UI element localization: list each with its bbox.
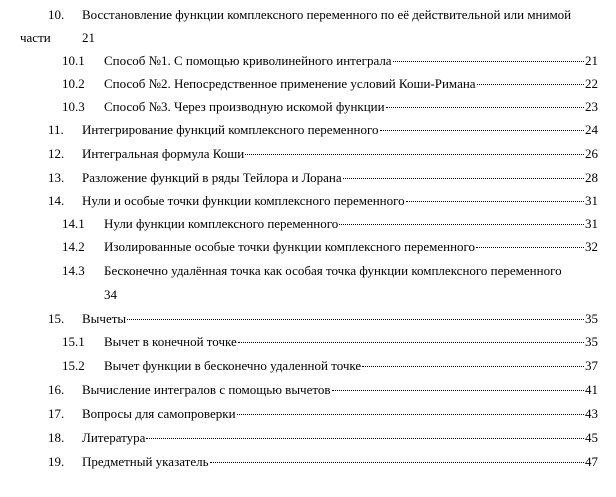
dot-leader <box>386 106 584 108</box>
toc-entry-18[interactable] <box>82 429 598 447</box>
toc-entry-text: Вычет в конечной точке <box>104 334 237 349</box>
toc-page-number: 24 <box>585 122 598 137</box>
dot-leader <box>146 437 584 439</box>
toc-entry-11[interactable] <box>82 121 598 139</box>
dot-leader <box>332 389 584 391</box>
toc-number: 10.3 <box>62 99 85 114</box>
dot-leader <box>127 318 584 320</box>
toc-entry-10-1[interactable] <box>104 52 598 70</box>
toc-entry-text: Вычет функции в бесконечно удаленной точке <box>104 358 362 373</box>
toc-page-number: 37 <box>585 358 598 373</box>
toc-entry-text: Способ №1. С помощью криволинейного интеграла <box>104 53 392 68</box>
toc-entry-13[interactable] <box>82 169 598 187</box>
toc-entry-text: Литература <box>82 430 146 445</box>
dot-leader <box>339 223 584 225</box>
toc-entry-text: Нули и особые точки функции комплексного переменного <box>82 193 405 208</box>
dot-leader <box>238 341 584 343</box>
dot-leader <box>362 365 584 367</box>
toc-page-number[interactable]: 34 <box>104 287 117 302</box>
toc-number: 15.2 <box>62 358 85 373</box>
toc-entry-17[interactable] <box>82 405 598 423</box>
toc-entry-text[interactable]: Восстановление функции комплексного переменного по её действительной или мнимой <box>82 7 572 22</box>
toc-entry-text: Нули функции комплексного переменного <box>104 216 339 231</box>
toc-page-number: 41 <box>585 382 598 397</box>
dot-leader <box>477 83 584 85</box>
toc-page-number: 23 <box>585 99 598 114</box>
toc-number: 14.1 <box>62 216 85 231</box>
toc-entry-text[interactable]: Бесконечно удалённая точка как особая точка функции комплексного переменного <box>104 263 562 278</box>
toc-number: 11. <box>48 122 64 137</box>
toc-number: 10.1 <box>62 53 85 68</box>
dot-leader <box>237 413 584 415</box>
toc-entry-16[interactable] <box>82 381 598 399</box>
toc-entry-text-continuation[interactable]: части <box>20 30 51 45</box>
toc-number: 15.1 <box>62 334 85 349</box>
dot-leader <box>210 461 584 463</box>
toc-page-number: 32 <box>585 239 598 254</box>
toc-entry-text: Вопросы для самопроверки <box>82 406 236 421</box>
dot-leader <box>393 60 584 62</box>
toc-entry-text: Вычисление интегралов с помощью вычетов <box>82 382 331 397</box>
toc-page-number: 28 <box>585 170 598 185</box>
toc-entry-text: Разложение функций в ряды Тейлора и Лорана <box>82 170 342 185</box>
toc-page-number[interactable]: 21 <box>82 30 95 45</box>
toc-entry-14-1[interactable] <box>104 215 598 233</box>
dot-leader <box>245 153 584 155</box>
toc-entry-text: Способ №2. Непосредственное применение условий Коши-Римана <box>104 76 476 91</box>
toc-number: 14. <box>48 193 65 208</box>
dot-leader <box>476 246 584 248</box>
toc-page-number: 31 <box>585 216 598 231</box>
toc-number: 15. <box>48 311 65 326</box>
toc-page-number: 45 <box>585 430 598 445</box>
toc-number: 16. <box>48 382 65 397</box>
toc-entry-12[interactable] <box>82 145 598 163</box>
toc-number: 14.3 <box>62 263 85 278</box>
toc-page-number: 26 <box>585 146 598 161</box>
dot-leader <box>380 129 585 131</box>
toc-entry-19[interactable] <box>82 453 598 471</box>
toc-entry-text: Интегральная формула Коши <box>82 146 245 161</box>
toc-entry-10-3[interactable] <box>104 98 598 116</box>
toc-entry-15[interactable] <box>82 310 598 328</box>
toc-number: 17. <box>48 406 65 421</box>
toc-entry-text: Интегрирование функций комплексного переменного <box>82 122 379 137</box>
toc-number: 10. <box>48 7 65 22</box>
toc-page-number: 47 <box>585 454 598 469</box>
toc-entry-10-2[interactable] <box>104 75 598 93</box>
toc-page-number: 22 <box>585 76 598 91</box>
toc-page-number: 21 <box>585 53 598 68</box>
toc-number: 18. <box>48 430 65 445</box>
toc-entry-text: Предметный указатель <box>82 454 209 469</box>
toc-page-number: 35 <box>585 334 598 349</box>
toc-page-number: 31 <box>585 193 598 208</box>
toc-entry-14[interactable] <box>82 192 598 210</box>
toc-entry-text: Способ №3. Через производную искомой функции <box>104 99 385 114</box>
toc-number: 19. <box>48 454 65 469</box>
toc-entry-15-2[interactable] <box>104 357 598 375</box>
toc-number: 14.2 <box>62 239 85 254</box>
toc-number: 12. <box>48 146 65 161</box>
toc-page-number: 43 <box>585 406 598 421</box>
toc-entry-text: Изолированные особые точки функции комплексного переменного <box>104 239 476 254</box>
dot-leader <box>343 177 584 179</box>
toc-number: 10.2 <box>62 76 85 91</box>
dot-leader <box>406 200 584 202</box>
toc-number: 13. <box>48 170 65 185</box>
toc-entry-15-1[interactable] <box>104 333 598 351</box>
toc-entry-text: Вычеты <box>82 311 127 326</box>
toc-page-number: 35 <box>585 311 598 326</box>
toc-entry-14-2[interactable] <box>104 238 598 256</box>
